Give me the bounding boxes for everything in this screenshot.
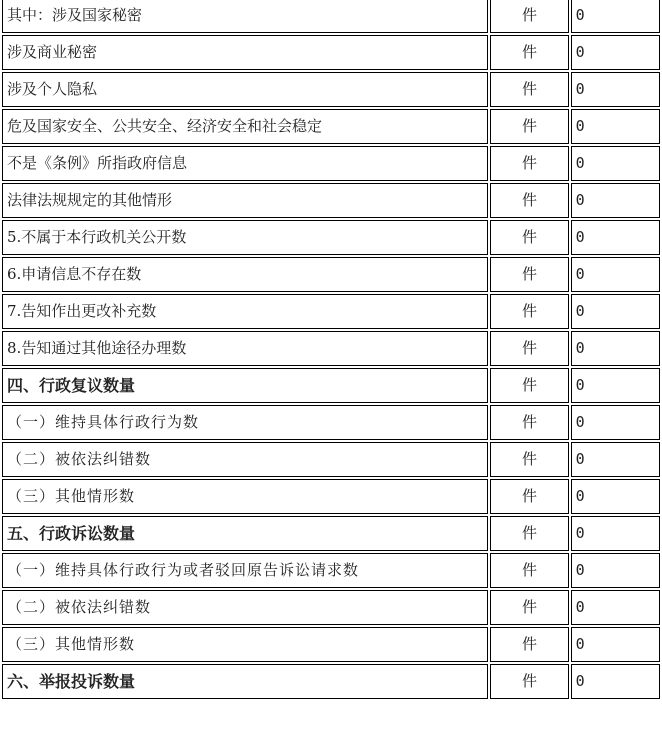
count-value-cell: 0 xyxy=(571,516,660,551)
table-row xyxy=(2,220,660,255)
count-value-cell: 0 xyxy=(571,664,660,699)
unit-cell: 件 xyxy=(490,257,568,292)
table-row xyxy=(2,442,660,477)
table-row xyxy=(2,405,660,440)
count-value-cell: 0 xyxy=(571,0,660,33)
unit-cell: 件 xyxy=(490,479,568,514)
table-row xyxy=(2,257,660,292)
unit-cell: 件 xyxy=(490,35,568,70)
item-label-cell: 危及国家安全、公共安全、经济安全和社会稳定 xyxy=(2,109,488,144)
unit-cell: 件 xyxy=(490,553,568,588)
table-row xyxy=(2,590,660,625)
table-row xyxy=(2,109,660,144)
table-body xyxy=(2,0,660,699)
item-label-cell: （三）其他情形数 xyxy=(2,627,488,662)
unit-cell: 件 xyxy=(490,72,568,107)
item-label-cell: （二）被依法纠错数 xyxy=(2,442,488,477)
item-label-cell: （一）维持具体行政行为或者驳回原告诉讼请求数 xyxy=(2,553,488,588)
count-value-cell: 0 xyxy=(571,553,660,588)
item-label-cell: 7.告知作出更改补充数 xyxy=(2,294,488,329)
table-row xyxy=(2,664,660,699)
item-label-cell: （三）其他情形数 xyxy=(2,479,488,514)
section-heading-cell: 五、行政诉讼数量 xyxy=(2,516,488,551)
count-value-cell: 0 xyxy=(571,35,660,70)
item-label-cell: 法律法规规定的其他情形 xyxy=(2,183,488,218)
item-label-cell: （二）被依法纠错数 xyxy=(2,590,488,625)
unit-cell: 件 xyxy=(490,331,568,366)
count-value-cell: 0 xyxy=(571,109,660,144)
table-row xyxy=(2,331,660,366)
count-value-cell: 0 xyxy=(571,590,660,625)
unit-cell: 件 xyxy=(490,294,568,329)
item-label-cell: 6.申请信息不存在数 xyxy=(2,257,488,292)
unit-cell: 件 xyxy=(490,146,568,181)
count-value-cell: 0 xyxy=(571,627,660,662)
count-value-cell: 0 xyxy=(571,257,660,292)
item-label-cell: 不是《条例》所指政府信息 xyxy=(2,146,488,181)
count-value-cell: 0 xyxy=(571,294,660,329)
table-row xyxy=(2,294,660,329)
table-row xyxy=(2,72,660,107)
count-value-cell: 0 xyxy=(571,368,660,403)
unit-cell: 件 xyxy=(490,590,568,625)
unit-cell: 件 xyxy=(490,664,568,699)
unit-cell: 件 xyxy=(490,627,568,662)
table-row xyxy=(2,627,660,662)
table-row xyxy=(2,553,660,588)
unit-cell: 件 xyxy=(490,220,568,255)
table-row xyxy=(2,146,660,181)
unit-cell: 件 xyxy=(490,368,568,403)
item-label-cell: 涉及个人隐私 xyxy=(2,72,488,107)
item-label-cell: 涉及商业秘密 xyxy=(2,35,488,70)
table-row xyxy=(2,516,660,551)
count-value-cell: 0 xyxy=(571,405,660,440)
section-heading-cell: 四、行政复议数量 xyxy=(2,368,488,403)
unit-cell: 件 xyxy=(490,109,568,144)
item-label-cell: 其中：涉及国家秘密 xyxy=(2,0,488,33)
unit-cell: 件 xyxy=(490,405,568,440)
table-row xyxy=(2,0,660,33)
unit-cell: 件 xyxy=(490,442,568,477)
unit-cell: 件 xyxy=(490,0,568,33)
table-row xyxy=(2,183,660,218)
count-value-cell: 0 xyxy=(571,331,660,366)
count-value-cell: 0 xyxy=(571,72,660,107)
item-label-cell: 5.不属于本行政机关公开数 xyxy=(2,220,488,255)
item-label-cell: （一）维持具体行政行为数 xyxy=(2,405,488,440)
table-row xyxy=(2,368,660,403)
section-heading-cell: 六、举报投诉数量 xyxy=(2,664,488,699)
count-value-cell: 0 xyxy=(571,146,660,181)
count-value-cell: 0 xyxy=(571,183,660,218)
count-value-cell: 0 xyxy=(571,220,660,255)
count-value-cell: 0 xyxy=(571,479,660,514)
table-row xyxy=(2,35,660,70)
unit-cell: 件 xyxy=(490,516,568,551)
table-row xyxy=(2,479,660,514)
count-value-cell: 0 xyxy=(571,442,660,477)
unit-cell: 件 xyxy=(490,183,568,218)
item-label-cell: 8.告知通过其他途径办理数 xyxy=(2,331,488,366)
